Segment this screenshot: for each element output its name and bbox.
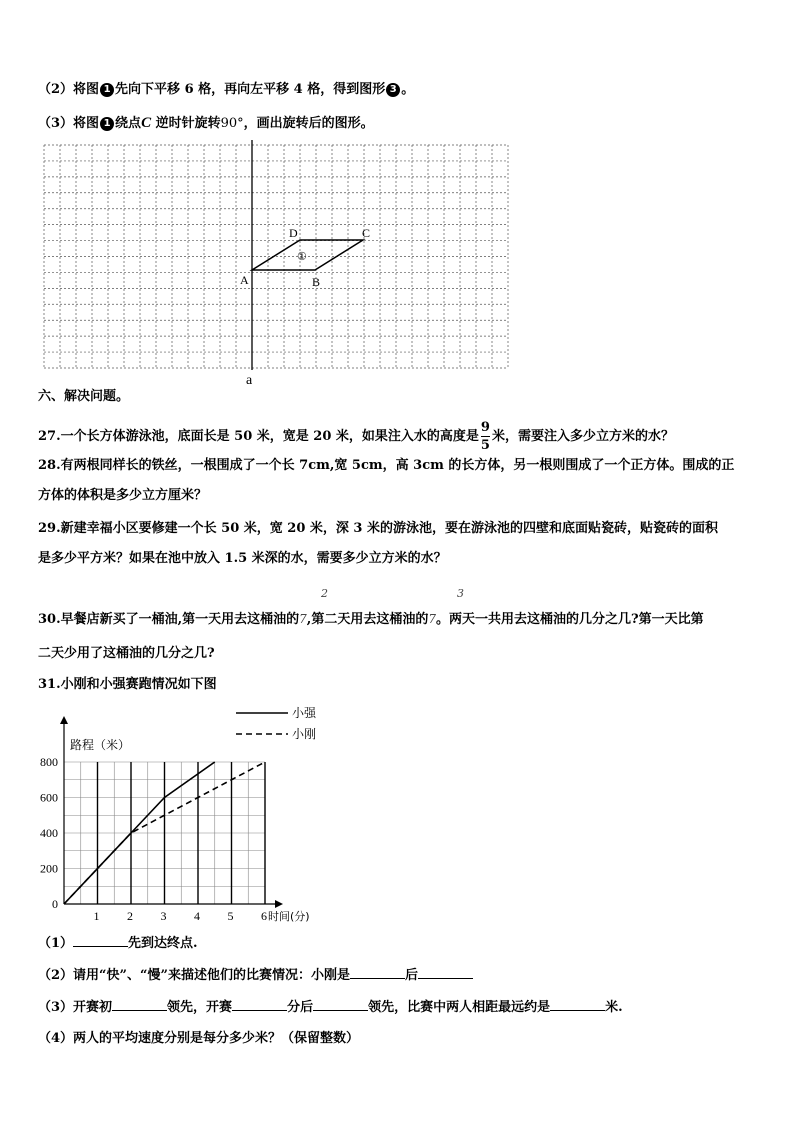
y-tick-label: 200 — [40, 861, 58, 876]
sub-question-2: （2）请用“快”、“慢”来描述他们的比赛情况：小刚是 后 — [38, 967, 473, 985]
y-tick-label: 400 — [40, 826, 58, 840]
fraction-2-7-num: 2 — [321, 587, 328, 600]
fraction-3-7-num: 3 — [457, 587, 464, 600]
answer-blank-3a[interactable] — [112, 1010, 167, 1011]
y-tick-label: 800 — [40, 755, 58, 769]
question-27: 27.一个长方体游泳池，底面长是 50 米，宽是 20 米，如果注入水的高度是 $\frac{9}{5}$ 米，需要注入多少立方米的水？ — [38, 420, 674, 453]
fraction-3-7-den: 7 — [428, 612, 436, 626]
chart-grid — [64, 762, 265, 904]
answer-blank-3b[interactable] — [232, 1010, 287, 1011]
fraction-2-7-den: 7 — [299, 612, 307, 626]
chart-legend — [236, 706, 317, 741]
question-28-line1: 28.有两根同样长的铁丝，一根围成了一个长 7cm,宽 5cm，高 3cm 的长方体，另一根则围成了一个正方体。围成的正 — [38, 458, 735, 473]
x-tick-label: 6 — [261, 909, 267, 923]
label-d: D — [289, 226, 298, 240]
x-tick-label: 4 — [194, 909, 200, 923]
label-a: A — [240, 273, 249, 287]
label-axis-a: a — [246, 373, 253, 388]
x-tick-label: 3 — [160, 909, 167, 923]
legend-label: 小强 — [292, 706, 317, 720]
answer-blank-1[interactable] — [73, 946, 128, 947]
answer-blank-3c[interactable] — [313, 1010, 368, 1011]
x-tick-label: 5 — [227, 909, 234, 923]
fraction-9-5: $\frac{9}{5}$ — [480, 420, 490, 453]
answer-blank-2a[interactable] — [350, 978, 405, 979]
label-b: B — [312, 275, 321, 289]
sub-question-1: （1） 先到达终点. — [38, 936, 198, 951]
q-top-part2: （2）将图 1 先向下平移 6 格，再向左平移 4 格，得到图形 3 。 — [38, 82, 415, 97]
chart-x-label: 时间(分) — [268, 910, 310, 923]
chart-x-arrow — [275, 900, 283, 908]
question-29-line2: 是多少平方米？如果在池中放入 1.5 米深的水，需要多少立方米的水？ — [38, 551, 447, 566]
x-tick-label: 2 — [127, 909, 133, 923]
question-28-line2: 方体的体积是多少立方厘米？ — [38, 488, 208, 503]
circled-number-3: 3 — [386, 83, 400, 97]
sub-question-4: （4）两人的平均速度分别是每分多少米？（保留整数） — [38, 1031, 360, 1046]
label-figure-1: ① — [297, 251, 307, 263]
question-30-line2: 二天少用了这桶油的几分之几? — [38, 646, 215, 661]
legend-label: 小刚 — [292, 727, 317, 741]
y-tick-label: 0 — [52, 897, 58, 911]
x-tick-label: 1 — [93, 909, 100, 923]
point-c-var: C — [141, 115, 152, 131]
q-top-part3: （3）将图 1 绕点C 逆时针旋转90°，画出旋转后的图形。 — [38, 115, 374, 131]
circled-number-1b: 1 — [100, 117, 114, 131]
y-tick-label: 600 — [40, 790, 58, 805]
sub-question-3: （3）开赛初 领先，开赛 分后 领先，比赛中两人相距最远约是 米. — [38, 1000, 623, 1015]
circled-number-1: 1 — [100, 83, 114, 97]
chart-y-label: 路程（米） — [70, 738, 131, 752]
angle-90: 90° — [220, 116, 244, 131]
chart-ticks — [40, 755, 267, 923]
label-c: C — [362, 226, 371, 240]
chart-y-arrow — [60, 716, 68, 724]
section-title: 六、解决问题。 — [38, 389, 130, 404]
answer-blank-2b[interactable] — [418, 978, 473, 979]
answer-blank-3d[interactable] — [550, 1010, 605, 1011]
question-31: 31.小刚和小强赛跑情况如下图 — [38, 677, 217, 692]
question-29-line1: 29.新建幸福小区要修建一个长 50 米，宽 20 米，深 3 米的游泳池，要在游泳池的四壁和底面贴瓷砖，贴瓷砖的面积 — [38, 521, 719, 536]
question-30-line1: 30.早餐店新买了一桶油,第一天用去这桶油的7,第二天用去这桶油的7。两天一共用去这桶油的几分之几?第一天比第 — [38, 612, 704, 627]
